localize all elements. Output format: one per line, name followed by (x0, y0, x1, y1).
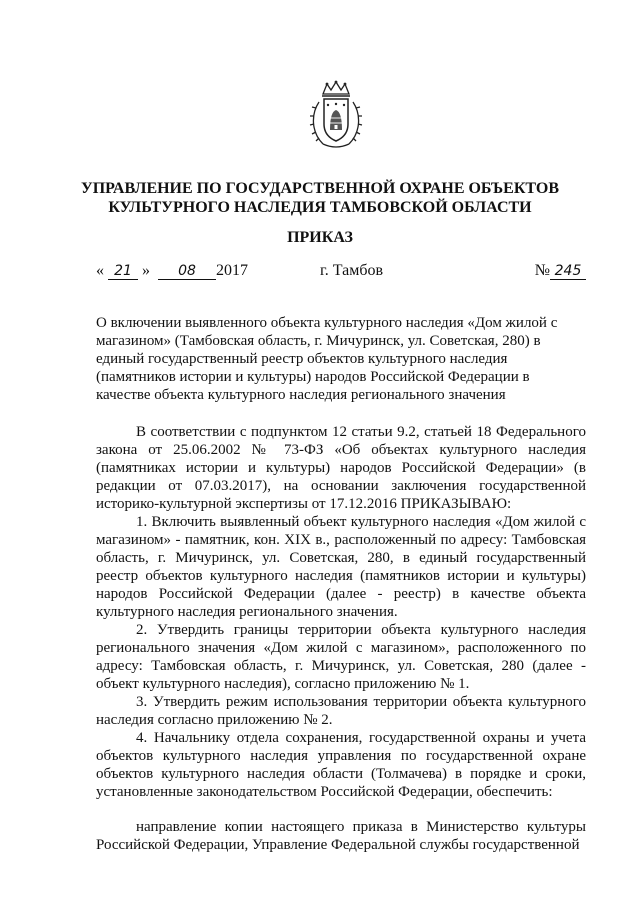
preamble-paragraph: В соответствии с подпунктом 12 статьи 9.2, статьей 18 Федерального закона от 25.06.2002 № 73-ФЗ «Об объектах культурного наследия (памятниках истории и культуры) народов Российской Федерации» (в редакции от 07.03.2017), на основании заключения государственной историко-культурной экспертизы от 17.12.2016 ПРИКАЗЫВАЮ: (96, 424, 586, 512)
number-sign: № (534, 262, 550, 279)
date-year: 2017 (216, 262, 248, 279)
clause-1: 1. Включить выявленный объект культурного наследия «Дом жилой с магазином» - памятник, кон. XIX в., расположенный по адресу: Тамбовская область, г. Мичуринск, ул. Советская, 280, в единый государственный реестр объектов культурного наследия (памятников истории и культуры) народов Российской Федерации (далее - реестр) в качестве объекта культурного наследия регионального значения. (96, 514, 586, 620)
order-subject: О включении выявленного объекта культурного наследия «Дом жилой с магазином» (Тамбовская область, г. Мичуринск, ул. Советская, 280) в единый государственный реестр объектов культурного наследия (памятников истории и культуры) народов Российской Федерации в качестве объекта культурного наследия регионального значения (96, 315, 558, 403)
order-number (535, 262, 586, 280)
city-label: г. Тамбов (320, 262, 384, 279)
clause-3: 3. Утвердить режим использования территории объекта культурного наследия согласно приложению № 2. (96, 694, 586, 728)
document-type-title: ПРИКАЗ (287, 229, 353, 246)
clause-4-subitem: направление копии настоящего приказа в Министерство культуры Российской Федерации, Управление Федеральной службы государственной (96, 819, 586, 853)
clause-4: 4. Начальнику отдела сохранения, государственной охраны и учета объектов культурного наследия управления по государственной охране объектов культурного наследия области (Толмачева) в порядке и сроки, установленные законодательством Российской Федерации, обеспечить: (96, 730, 586, 800)
date-close-quote: » (142, 262, 150, 279)
date-line (96, 262, 586, 286)
authority-title-line-2: КУЛЬТУРНОГО НАСЛЕДИЯ ТАМБОВСКОЙ ОБЛАСТИ (108, 199, 532, 216)
coat-of-arms-emblem (309, 80, 363, 152)
order-body (96, 423, 586, 854)
clause-2: 2. Утвердить границы территории объекта культурного наследия регионального значения «Дом жилой с магазином», расположенного по адресу: Тамбовская область, г. Мичуринск, ул. Советская, 280 (далее - объект культурного наследия), согласно приложению № 1. (96, 622, 586, 692)
date-day-handwritten: 21 (108, 263, 138, 280)
authority-title-line-1: УПРАВЛЕНИЕ ПО ГОСУДАРСТВЕННОЙ ОХРАНЕ ОБЪЕКТОВ (80, 180, 559, 197)
order-number-handwritten: 245 (550, 263, 586, 280)
order-date (96, 262, 248, 280)
date-open-quote: « (96, 262, 104, 279)
date-month-handwritten: 08 (158, 263, 216, 280)
